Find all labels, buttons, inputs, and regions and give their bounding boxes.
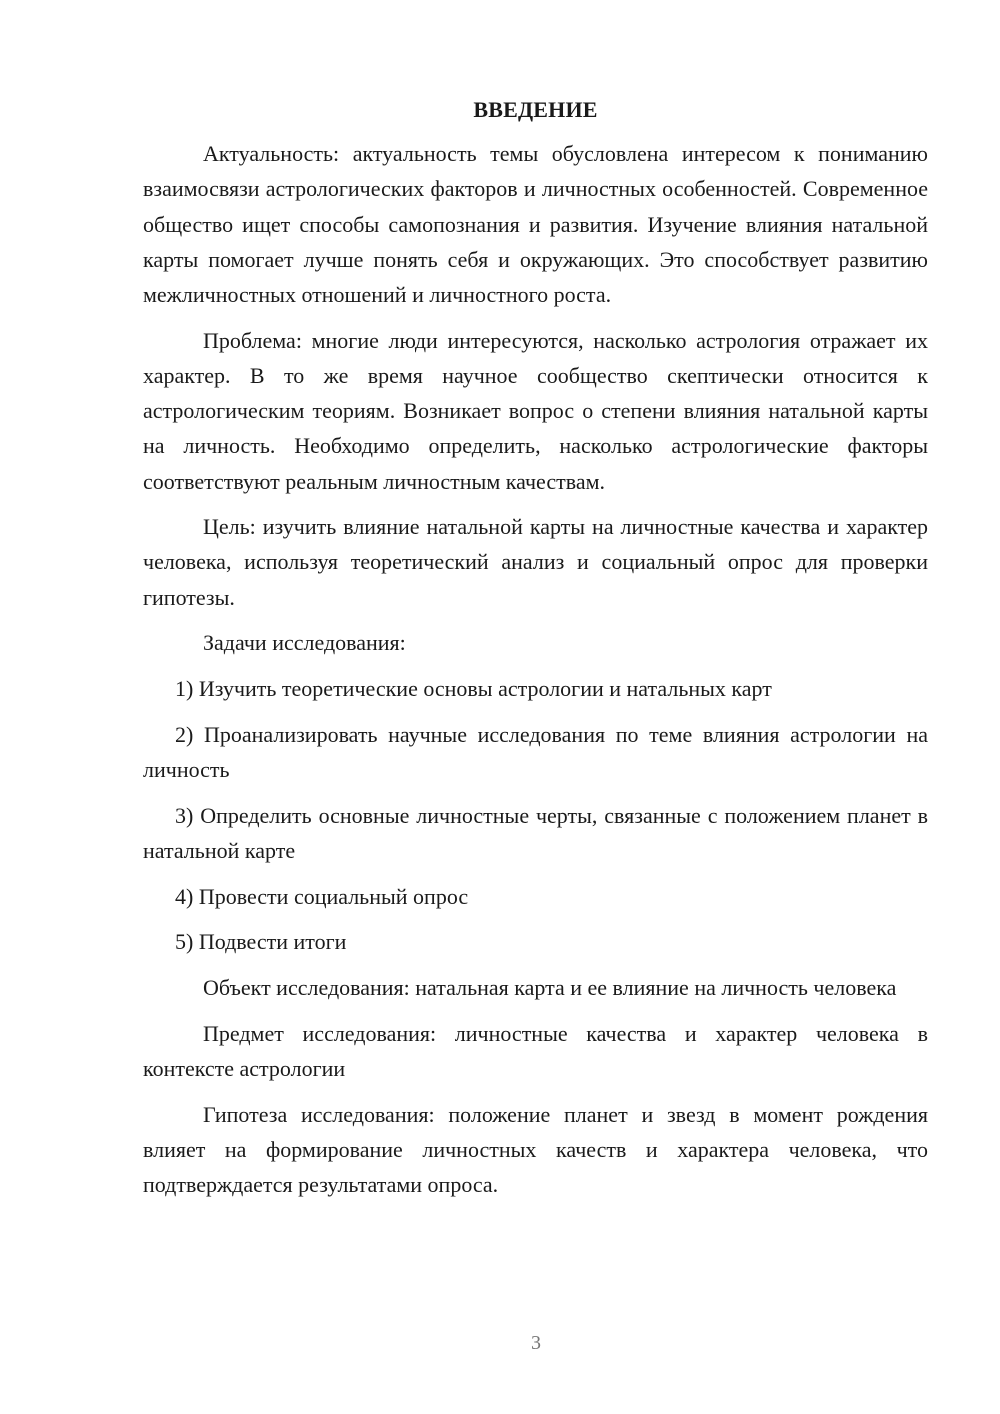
task-item-2: 2) Проанализировать научные исследования по теме влияния астрологии на личность bbox=[143, 721, 928, 782]
task-item-5: 5) Подвести итоги bbox=[175, 929, 347, 955]
goal-paragraph: Цель: изучить влияние натальной карты на личностные качества и характер человека, используя теоретический анализ и социальный опрос для проверки гипотезы. bbox=[143, 514, 928, 610]
tasks-label: Задачи исследования: bbox=[203, 630, 406, 656]
document-page bbox=[143, 92, 928, 1213]
task-item-3: 3) Определить основные личностные черты, связанные с положением планет в натальной карте bbox=[143, 802, 928, 863]
hypothesis-paragraph: Гипотеза исследования: положение планет и звезд в момент рождения влияет на формирование личностных качеств и характера человека, что подтверждается результатами опроса. bbox=[143, 1101, 928, 1197]
task-item-4: 4) Провести социальный опрос bbox=[175, 883, 469, 909]
page-number: 3 bbox=[531, 1332, 541, 1354]
task-item-1: 1) Изучить теоретические основы астрологии и натальных карт bbox=[175, 676, 772, 702]
relevance-paragraph: Актуальность: актуальность темы обусловлена интересом к пониманию взаимосвязи астрологических факторов и личностных особенностей. Современное общество ищет способы самопознания и развития. Изучение влияния натальной карты помогает лучше понять себя и окружающих. Это способствует развитию межличностных отношений и личностного роста. bbox=[143, 141, 928, 308]
subject-paragraph: Предмет исследования: личностные качества и характер человека в контексте астрологии bbox=[143, 1020, 928, 1081]
object-paragraph: Объект исследования: натальная карта и ее влияние на личность человека bbox=[203, 974, 897, 1000]
problem-paragraph: Проблема: многие люди интересуются, насколько астрология отражает их характер. В то же время научное сообщество скептически относится к астрологическим теориям. Возникает вопрос о степени влияния натальной карты на личность. Необходимо определить, насколько астрологические факторы соответствуют реальным личностным качествам. bbox=[143, 327, 928, 494]
page-title: ВВЕДЕНИЕ bbox=[473, 97, 598, 122]
